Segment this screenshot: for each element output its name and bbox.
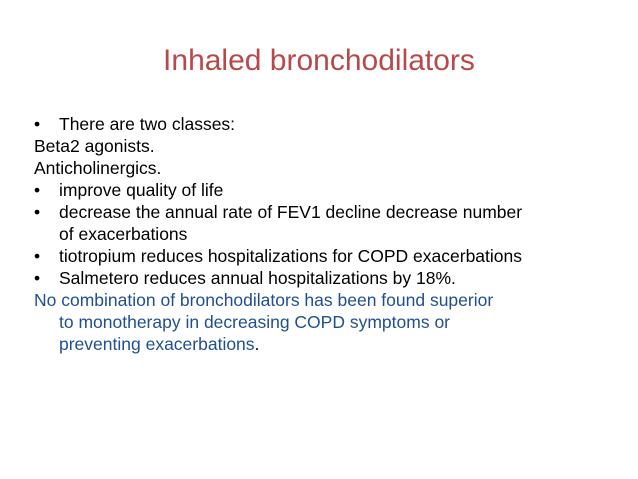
slide-title: Inhaled bronchodilators xyxy=(163,44,475,77)
bullet-dot: • xyxy=(34,268,41,288)
bullet-item xyxy=(34,245,624,267)
bullet-item xyxy=(34,267,624,289)
bullet-item xyxy=(34,113,624,135)
note-line: No combination of bronchodilators has been found superior xyxy=(34,290,494,310)
body-line: Anticholinergics. xyxy=(34,158,162,178)
note-text: preventing exacerbations xyxy=(59,334,255,354)
bullet-text: improve quality of life xyxy=(59,180,224,200)
bullet-dot: • xyxy=(34,114,41,134)
bullet-text: decrease the annual rate of FEV1 decline decrease number xyxy=(59,202,523,222)
bullet-continuation: of exacerbations xyxy=(59,224,188,244)
bullet-dot: • xyxy=(34,246,41,266)
note-line xyxy=(34,333,624,355)
bullet-item xyxy=(34,201,624,223)
bullet-text: Salmetero reduces annual hospitalizations by 18%. xyxy=(59,268,456,288)
bullet-dot: • xyxy=(34,180,41,200)
slide-body xyxy=(34,113,624,355)
note-line: to monotherapy in decreasing COPD symptoms or xyxy=(59,312,450,332)
bullet-text: There are two classes: xyxy=(59,114,236,134)
bullet-text: tiotropium reduces hospitalizations for COPD exacerbations xyxy=(59,246,522,266)
bullet-item xyxy=(34,179,624,201)
body-line: Beta2 agonists. xyxy=(34,136,155,156)
note-period: . xyxy=(254,334,260,354)
bullet-dot: • xyxy=(34,202,41,222)
